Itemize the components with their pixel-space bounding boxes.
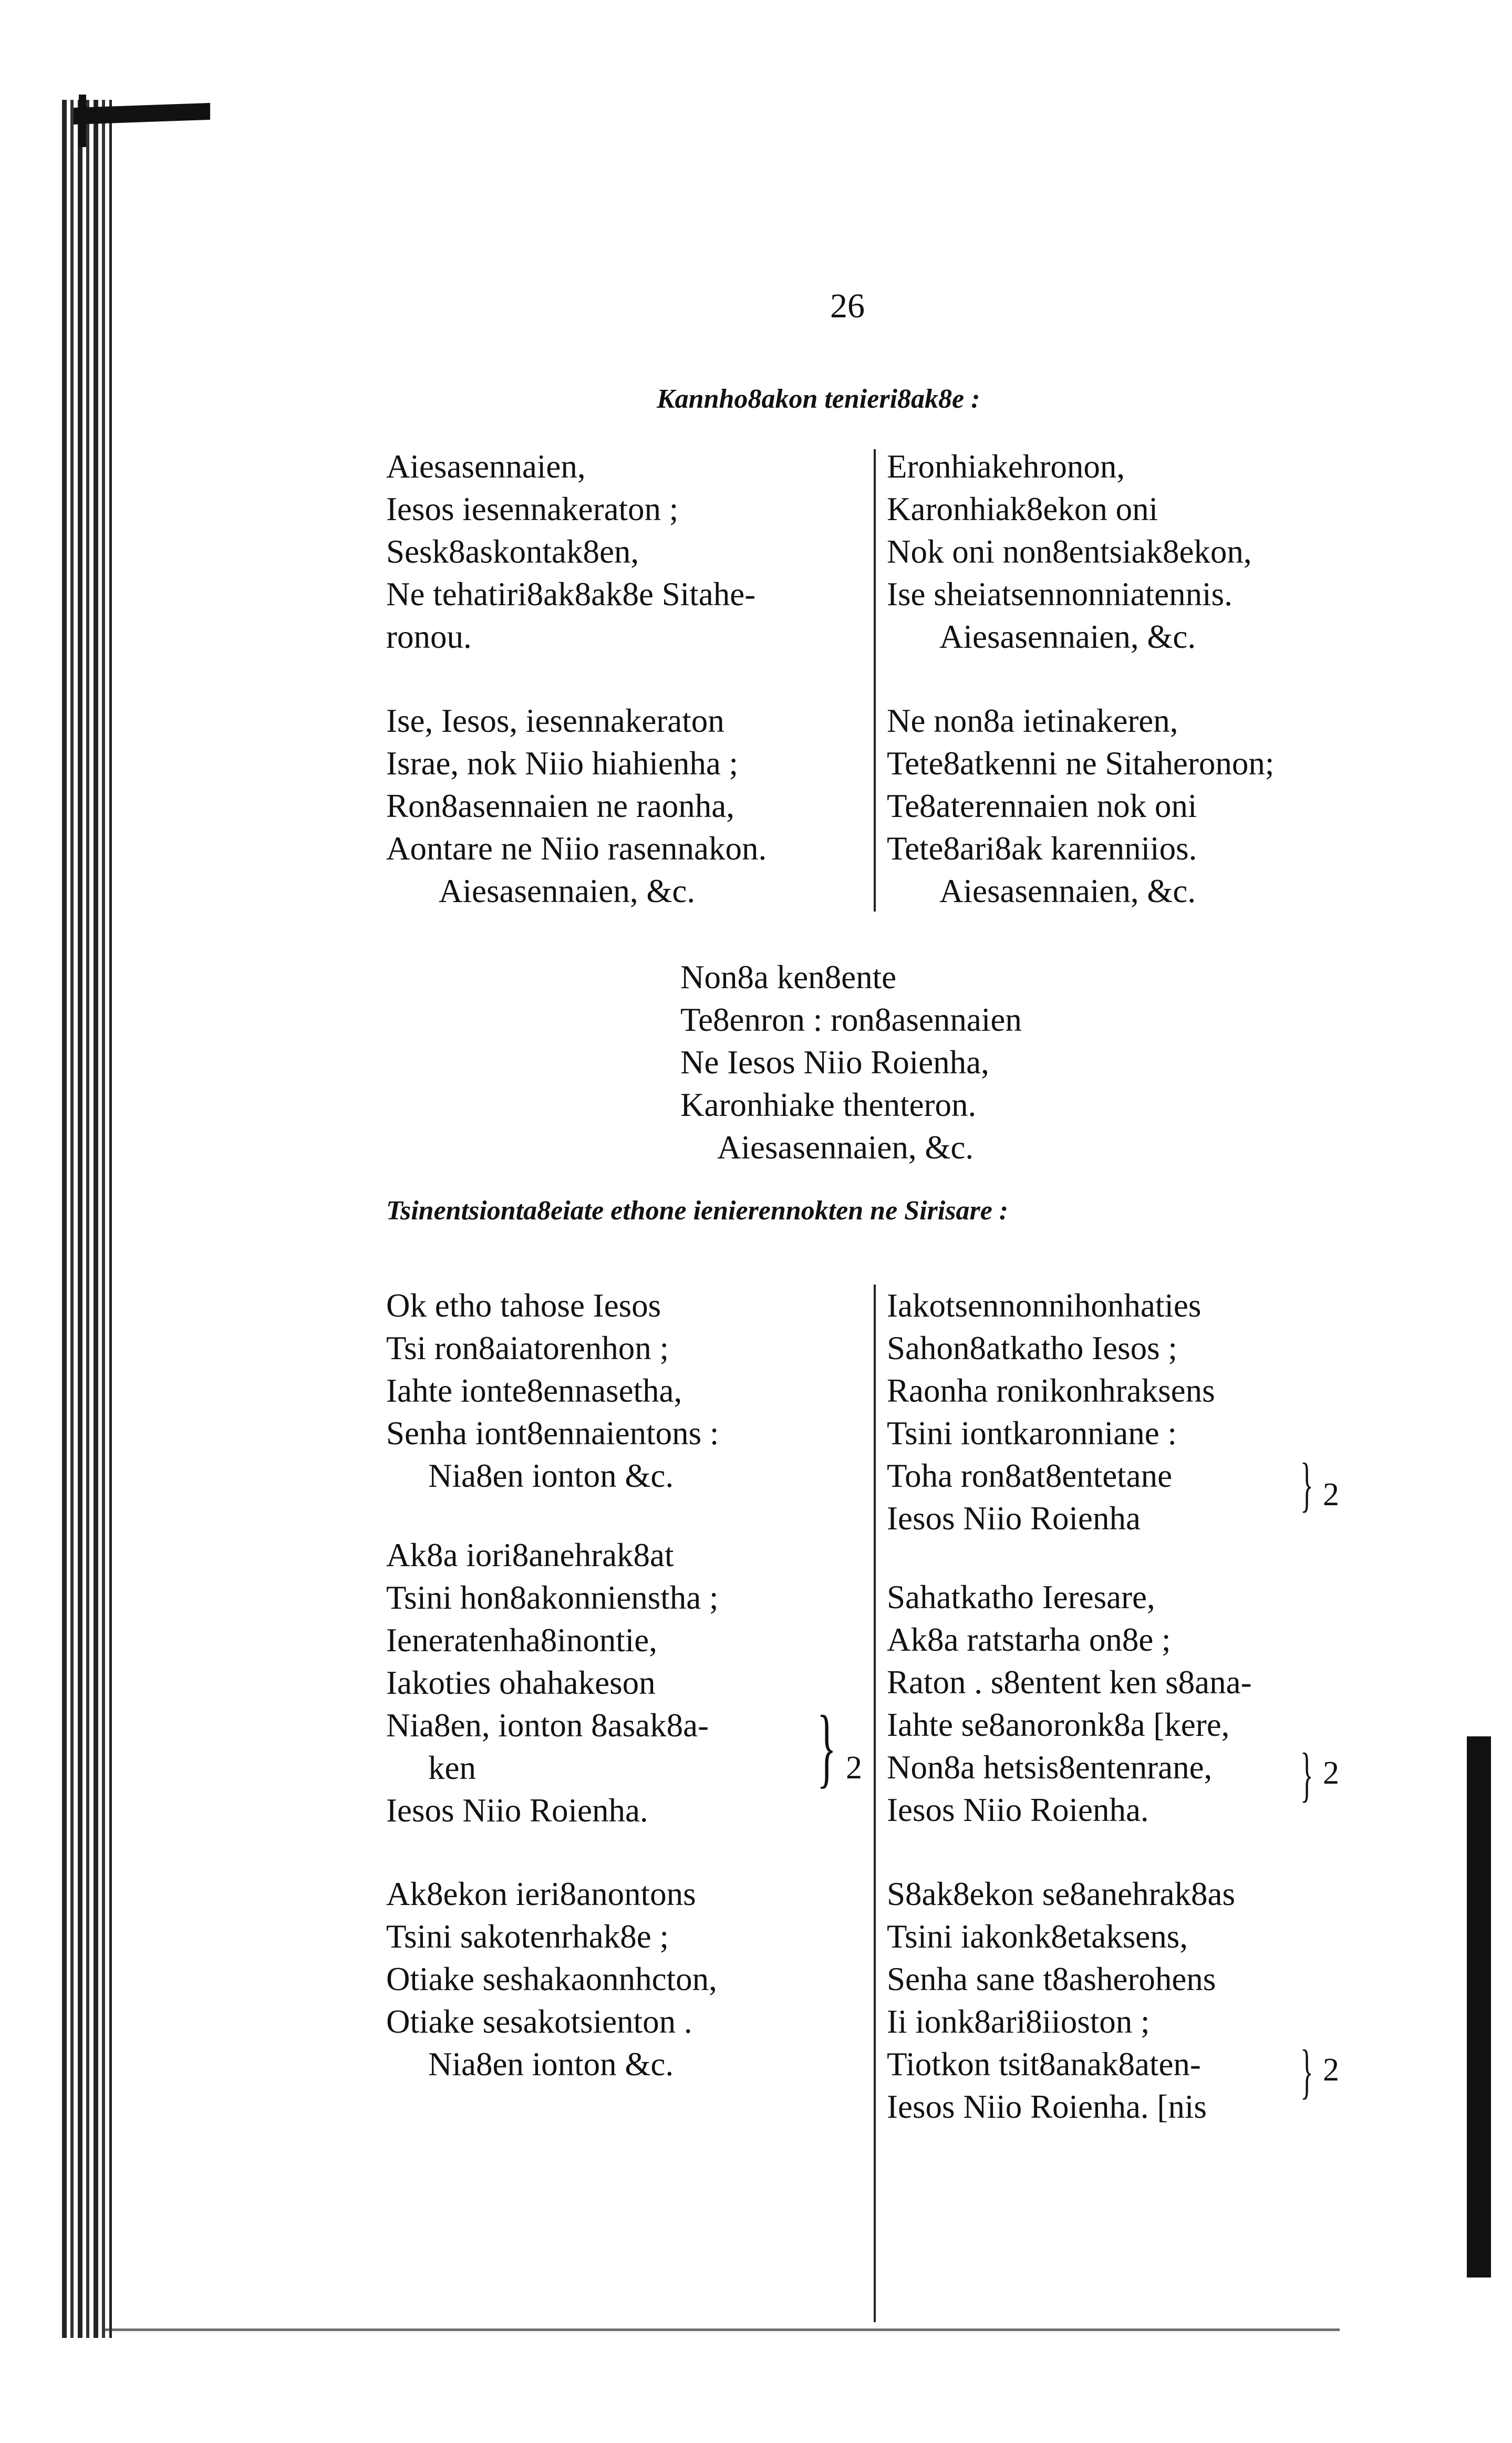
verse-line: Ak8a ratstarha on8e ;: [887, 1621, 1171, 1658]
verse-line: Non8a hetsis8entenrane,: [887, 1749, 1213, 1786]
verse-line: Aiesasennaien, &c.: [939, 873, 1196, 909]
stanza: [887, 1576, 1252, 1831]
verse-line: Sesk8askontak8en,: [386, 533, 639, 570]
verse-line: Ieneratenha8inontie,: [386, 1622, 657, 1659]
verse-line: Tsini sakotenrhak8e ;: [386, 1918, 669, 1955]
verse-line: Ok etho tahose Iesos: [386, 1287, 661, 1324]
verse-line: Iakotsennonnihonhaties: [887, 1287, 1202, 1324]
brace-icon: }: [817, 1697, 836, 1796]
verse-line: Tsi ron8aiatorenhon ;: [386, 1330, 669, 1367]
verse-line: Iesos iesennakeraton ;: [386, 491, 679, 527]
center-stanza: [680, 956, 1022, 1169]
stanza: [386, 1534, 719, 1832]
verse-line: Senha iont8ennaientons :: [386, 1415, 719, 1452]
verse-line: Karonhiake thenteron.: [680, 1086, 977, 1123]
verse-line: Ne tehatiri8ak8ak8e Sitahe-: [386, 576, 756, 613]
verse-line: Iesos Niio Roienha.: [887, 1792, 1149, 1828]
verse-line: Tiotkon tsit8anak8aten-: [887, 2046, 1201, 2083]
verse-line: Nia8en, ionton 8asak8a-: [386, 1707, 709, 1744]
brace-icon: }: [1300, 1741, 1313, 1808]
stanza: [386, 1873, 717, 2086]
verse-line: Non8a ken8ente: [680, 959, 897, 996]
verse-line: Raonha ronikonhraksens: [887, 1372, 1215, 1409]
section-title: Tsinentsionta8eiate ethone ienierennokten ne Sirisare :: [386, 1196, 1009, 1226]
verse-line: Iahte se8anoronk8a [kere,: [887, 1706, 1230, 1743]
verse-line: Ise sheiatsennonniatennis.: [887, 576, 1233, 613]
stanza: [386, 700, 767, 913]
verse-line: ken: [428, 1750, 476, 1786]
column-divider: [874, 449, 876, 912]
verse-line: Senha sane t8asherohens: [887, 1961, 1216, 1997]
verse-line: Ise, Iesos, iesennakeraton: [386, 702, 724, 739]
stanza: [887, 1285, 1215, 1540]
repeat-mark: 2: [1323, 2052, 1339, 2088]
verse-line: Otiake seshakaonnhcton,: [386, 1961, 717, 1997]
verse-line: Tete8ari8ak karenniios.: [887, 830, 1197, 867]
verse-line: Eronhiakehronon,: [887, 448, 1125, 485]
verse-line: Aiesasennaien, &c.: [439, 873, 696, 909]
verse-line: Ak8a iori8anehrak8at: [386, 1537, 674, 1574]
page-number: 26: [830, 287, 865, 325]
stanza: [887, 700, 1274, 913]
stanza: [887, 446, 1252, 658]
verse-line: Aiesasennaien, &c.: [717, 1129, 974, 1166]
verse-line: Te8aterennaien nok oni: [887, 788, 1197, 824]
column-divider: [874, 1285, 876, 2322]
verse-line: Otiake sesakotsienton .: [386, 2003, 692, 2040]
verse-line: Iesos Niio Roienha.: [386, 1792, 648, 1829]
stanza: [887, 1873, 1235, 2128]
verse-line: Ron8asennaien ne raonha,: [386, 788, 735, 824]
brace-icon: }: [1300, 2038, 1313, 2105]
verse-line: Iakoties ohahakeson: [386, 1664, 656, 1701]
verse-line: Iesos Niio Roienha: [887, 1500, 1141, 1537]
verse-line: Tsini iontkaronniane :: [887, 1415, 1177, 1452]
verse-line: Ii ionk8ari8iioston ;: [887, 2003, 1150, 2040]
verse-line: ronou.: [386, 618, 472, 655]
right-margin-mark: [1467, 1736, 1491, 2278]
stanza: [386, 446, 755, 658]
verse-line: Tsini hon8akonnienstha ;: [386, 1579, 719, 1616]
repeat-mark: 2: [1323, 1477, 1339, 1513]
repeat-mark: 2: [1323, 1755, 1339, 1791]
verse-line: Tsini iakonk8etaksens,: [887, 1918, 1188, 1955]
verse-line: Israe, nok Niio hiahienha ;: [386, 745, 739, 782]
verse-line: Te8enron : ron8asennaien: [680, 1001, 1022, 1038]
verse-line: Ne non8a ietinakeren,: [887, 702, 1178, 739]
section-title: Kannho8akon tenieri8ak8e :: [657, 384, 980, 414]
verse-line: Karonhiak8ekon oni: [887, 491, 1158, 527]
verse-line: Aiesasennaien,: [386, 448, 586, 485]
binding-edge: [62, 100, 112, 2338]
verse-line: Aiesasennaien, &c.: [939, 618, 1196, 655]
verse-line: Sahatkatho Ieresare,: [887, 1579, 1155, 1616]
verse-line: Sahon8atkatho Iesos ;: [887, 1330, 1177, 1367]
verse-line: Iesos Niio Roienha. [nis: [887, 2088, 1207, 2125]
verse-line: Nok oni non8entsiak8ekon,: [887, 533, 1252, 570]
verse-line: Nia8en ionton &c.: [428, 1457, 674, 1494]
verse-line: Ak8ekon ieri8anontons: [386, 1876, 696, 1912]
verse-line: Nia8en ionton &c.: [428, 2046, 674, 2083]
verse-line: Toha ron8at8entetane: [887, 1457, 1173, 1494]
verse-line: Ne Iesos Niio Roienha,: [680, 1044, 989, 1081]
verse-line: Raton . s8entent ken s8ana-: [887, 1664, 1252, 1701]
stanza: [386, 1285, 719, 1497]
page-bottom-edge: [105, 2328, 1340, 2331]
verse-line: S8ak8ekon se8anehrak8as: [887, 1876, 1236, 1912]
verse-line: Iahte ionte8ennasetha,: [386, 1372, 682, 1409]
verse-line: Tete8atkenni ne Sitaheronon;: [887, 745, 1275, 782]
verse-line: Aontare ne Niio rasennakon.: [386, 830, 767, 867]
brace-icon: }: [1300, 1451, 1313, 1518]
repeat-mark: 2: [846, 1750, 862, 1786]
